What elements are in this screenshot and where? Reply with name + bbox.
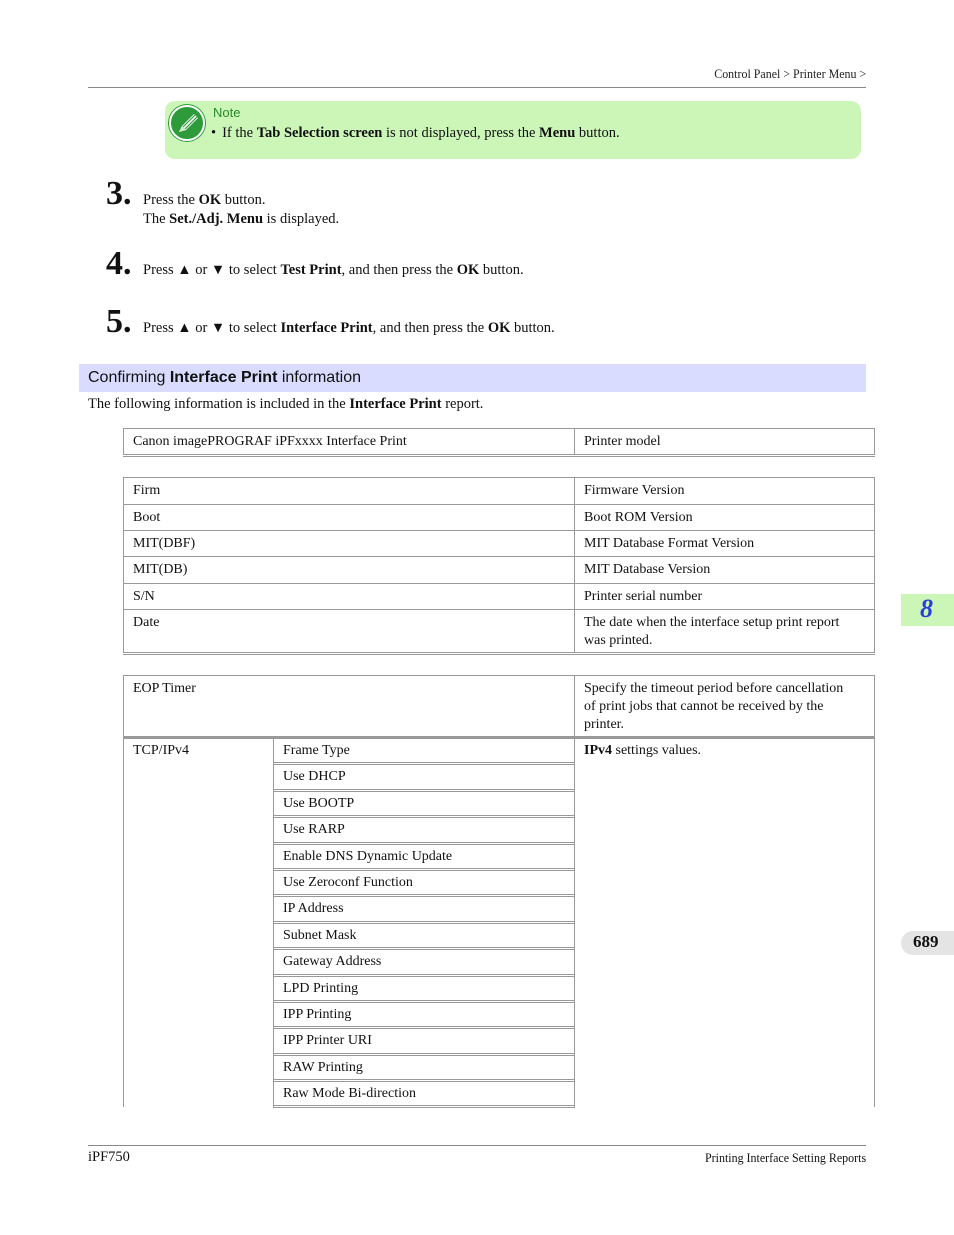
text-bold: IPv4 [584, 743, 612, 758]
table-cell-item: Date [133, 615, 160, 630]
page-number: 689 [913, 932, 939, 951]
table-border [123, 428, 124, 455]
table-cell-item: Firm [133, 483, 161, 498]
chapter-tab[interactable] [901, 594, 954, 626]
page-number-tab [901, 931, 954, 955]
note-text-part: If the [222, 125, 257, 141]
table-cell-desc [574, 676, 875, 734]
table-cell-subitem: Subnet Mask [283, 927, 357, 943]
table-border [273, 1105, 575, 1108]
table-cell-subitem: IPP Printing [283, 1007, 352, 1022]
table-cell-subitem: RAW Printing [283, 1059, 363, 1075]
text: button. [479, 262, 524, 278]
table-cell-subitem: IPP Printer URI [283, 1033, 372, 1049]
text-bold: Interface Print [280, 320, 373, 336]
table-row [123, 675, 875, 737]
table-cell-desc: MIT Database Version [584, 562, 711, 577]
section-intro [88, 396, 483, 413]
table-border [273, 737, 274, 1107]
text: of print jobs that cannot be received by the [584, 699, 824, 714]
table-row [123, 556, 875, 583]
note-text [211, 125, 620, 142]
text: button. [221, 192, 266, 208]
table-printer-model [123, 428, 875, 457]
note-emphasis: Tab Selection screen [256, 125, 383, 141]
footer-model: iPF750 [88, 1149, 130, 1165]
note-text-part: is not displayed, press the [382, 125, 540, 141]
note-box [165, 101, 861, 159]
table-border [874, 428, 875, 455]
text: is displayed. [263, 211, 340, 227]
text-bold: Interface Print [349, 396, 442, 412]
table-row [123, 583, 875, 609]
breadcrumb: Control Panel > Printer Menu > [713, 66, 866, 81]
section-title [88, 369, 361, 387]
table-border [574, 477, 575, 653]
text-bold: OK [487, 320, 511, 336]
text: printer. [584, 717, 625, 732]
table-cell-desc: MIT Database Format Version [584, 536, 755, 551]
table-border [123, 675, 124, 1107]
table-row [123, 530, 875, 556]
text: information [277, 369, 361, 386]
note-label: Note [213, 105, 241, 120]
table-row [123, 504, 875, 530]
text: Specify the timeout period before cancellation [584, 681, 844, 696]
table-cell-desc [574, 610, 875, 650]
footer-title: Printing Interface Setting Reports [704, 1150, 866, 1165]
table-cell-item: Boot [133, 510, 161, 525]
table-cell-subitem: Enable DNS Dynamic Update [283, 848, 453, 864]
table-cell-item: MIT(DBF) [133, 536, 196, 551]
table-cell-subitem: Frame Type [283, 743, 350, 758]
step-number: 3. [106, 175, 132, 212]
table-border [874, 477, 875, 653]
table-cell-desc: Printer serial number [584, 589, 703, 604]
table-cell-subitem: Use RARP [283, 822, 345, 838]
table-cell-item: MIT(DB) [133, 562, 188, 577]
note-emphasis: Menu [539, 125, 576, 141]
pencil-icon [169, 105, 205, 141]
text: button. [510, 320, 555, 336]
table-border [123, 477, 124, 653]
table-cell-subitem: IP Address [283, 901, 344, 917]
text: Confirming [88, 369, 170, 386]
text: Press the [143, 192, 199, 208]
table-cell-desc: Boot ROM Version [584, 510, 693, 525]
text: , and then press the [372, 320, 488, 336]
chapter-number: 8 [920, 594, 933, 623]
step-number: 5. [106, 303, 132, 340]
table-cell-subitem: LPD Printing [283, 980, 359, 996]
text: The [143, 211, 170, 227]
table-cell-desc: Firmware Version [584, 483, 685, 498]
text-bold: Test Print [280, 262, 342, 278]
bullet: • [211, 125, 217, 141]
table-row [123, 609, 875, 653]
footer-divider [88, 1145, 866, 1146]
table-row [123, 477, 875, 504]
table-cell-subitem: Use BOOTP [283, 795, 355, 811]
step-text [143, 261, 524, 280]
text-bold: Interface Print [169, 369, 278, 386]
text: report. [441, 396, 484, 412]
table-cell-item: Canon imagePROGRAF iPFxxxx Interface Print [133, 434, 407, 449]
step-text [143, 191, 339, 229]
section-heading [79, 364, 866, 392]
note-text-part: button. [575, 125, 620, 141]
table-border [123, 454, 875, 457]
text: Press ▲ or ▼ to select [143, 262, 281, 278]
table-cell-item: EOP Timer [133, 681, 196, 696]
table-border [123, 736, 875, 739]
step-text [143, 319, 555, 338]
text: The following information is included in the [88, 396, 350, 412]
table-cell-subitem: Gateway Address [283, 954, 382, 970]
table-versions [123, 477, 875, 655]
table-border [874, 675, 875, 1107]
header-divider [88, 87, 866, 88]
table-border [574, 675, 575, 1107]
table-border [123, 652, 875, 655]
table-cell-item: S/N [133, 589, 155, 604]
table-cell-desc: Printer model [584, 434, 661, 449]
text-bold: OK [198, 192, 222, 208]
step-number: 4. [106, 245, 132, 282]
table-border [574, 428, 575, 455]
table-cell-subitem: Use DHCP [283, 769, 346, 785]
text-bold: Set./Adj. Menu [169, 211, 264, 227]
table-interface-settings [123, 675, 875, 1107]
text: was printed. [584, 633, 653, 648]
table-cell-subitem: Use Zeroconf Function [283, 875, 413, 890]
table-cell-desc [574, 738, 875, 760]
text: settings values. [612, 743, 702, 758]
text-bold: OK [456, 262, 480, 278]
table-cell-group: TCP/IPv4 [133, 743, 190, 758]
table-cell-subitem: Raw Mode Bi-direction [283, 1086, 416, 1102]
table-row [123, 428, 875, 455]
text: Press ▲ or ▼ to select [143, 320, 281, 336]
text: , and then press the [341, 262, 457, 278]
text: The date when the interface setup print report [584, 615, 840, 630]
